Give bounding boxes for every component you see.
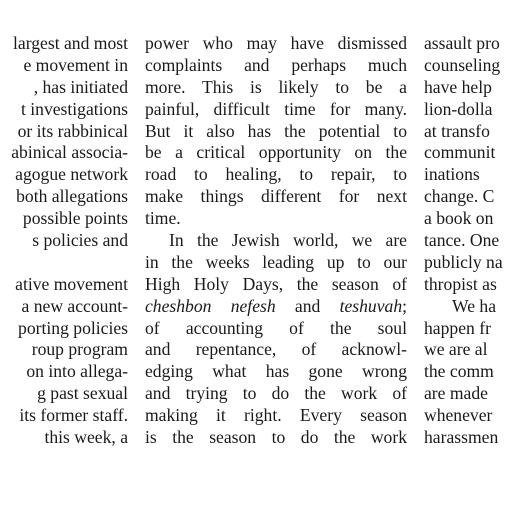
mid-line: But it also has the potential to <box>145 120 407 141</box>
right-line: at transfo <box>424 120 490 141</box>
mid-line: time. <box>145 208 181 229</box>
right-line: inations <box>424 164 480 185</box>
mid-line: High Holy Days, the season of <box>145 273 407 294</box>
mid-line: make things different for next <box>145 186 407 207</box>
mid-line: and repentance, of acknowl- <box>145 339 407 360</box>
right-line: are made <box>424 383 488 404</box>
mid-line: road to healing, to repair, to <box>145 164 407 185</box>
right-line: publicly na <box>424 251 503 272</box>
left-line: largest and most <box>13 33 128 53</box>
right-line: assault pro <box>424 33 500 53</box>
mid-line: be a critical opportunity on the <box>145 142 407 163</box>
conjunction: and <box>275 295 340 316</box>
right-line: change. C <box>424 186 495 207</box>
left-line: , has initiated <box>33 76 128 97</box>
mid-line: more. This is likely to be a <box>145 76 407 97</box>
mid-line: In the Jewish world, we are <box>169 230 407 251</box>
mid-line: complaints and perhaps much <box>145 54 407 75</box>
left-line: or its rabbinical <box>17 120 128 141</box>
mid-line: is the season to do the work <box>145 427 407 448</box>
mid-line: and trying to do the work of <box>145 383 407 404</box>
right-line: thropist as <box>424 273 497 294</box>
mid-line: in the weeks leading up to our <box>145 251 407 272</box>
right-line: we are al <box>424 339 488 360</box>
mid-line: edging what has gone wrong <box>145 361 407 382</box>
semicolon: ; <box>402 295 408 316</box>
italic-term-cheshbon-nefesh: cheshbon nefesh <box>145 295 276 316</box>
left-line: ative movement <box>15 273 128 294</box>
mid-line-italic-terms <box>145 296 407 318</box>
right-line: have help <box>424 76 492 97</box>
left-line: g past sexual <box>37 383 128 404</box>
left-line: abinical associa- <box>11 142 128 163</box>
left-line: agogue network <box>15 164 128 185</box>
left-column <box>0 33 128 449</box>
left-line: on into allega- <box>26 361 128 382</box>
right-line: a book on <box>424 208 494 229</box>
left-line: possible points <box>22 208 128 229</box>
right-column <box>424 33 512 449</box>
left-line: its former staff. <box>19 405 128 426</box>
left-line: this week, a <box>44 427 128 448</box>
mid-line: power who may have dismissed <box>145 33 407 53</box>
middle-column <box>145 33 407 449</box>
right-line: tance. One <box>424 230 500 251</box>
left-line: s policies and <box>32 230 128 251</box>
left-line: both allegations <box>16 186 128 207</box>
left-line: roup program <box>31 339 128 360</box>
right-line: counseling <box>424 54 501 75</box>
right-line: harassmen <box>424 427 499 448</box>
left-line: e movement in <box>23 54 128 75</box>
right-line: whenever <box>424 405 493 426</box>
mid-line: of accounting of the soul <box>145 317 407 338</box>
right-line: lion-dolla <box>424 98 493 119</box>
right-line: the comm <box>424 361 494 382</box>
mid-line: painful, difficult time for many. <box>145 98 407 119</box>
paragraph-1 <box>145 33 407 230</box>
left-line: t investigations <box>20 98 128 119</box>
right-line: We ha <box>452 295 497 316</box>
italic-term-teshuvah: teshuvah <box>339 295 403 316</box>
paragraph-2 <box>145 230 407 449</box>
left-line: a new account- <box>21 295 128 316</box>
right-line: communit <box>424 142 496 163</box>
right-line: happen fr <box>424 317 491 338</box>
left-line: porting policies <box>18 317 128 338</box>
left-line-blank <box>0 252 128 274</box>
mid-line: making it right. Every season <box>145 405 407 426</box>
